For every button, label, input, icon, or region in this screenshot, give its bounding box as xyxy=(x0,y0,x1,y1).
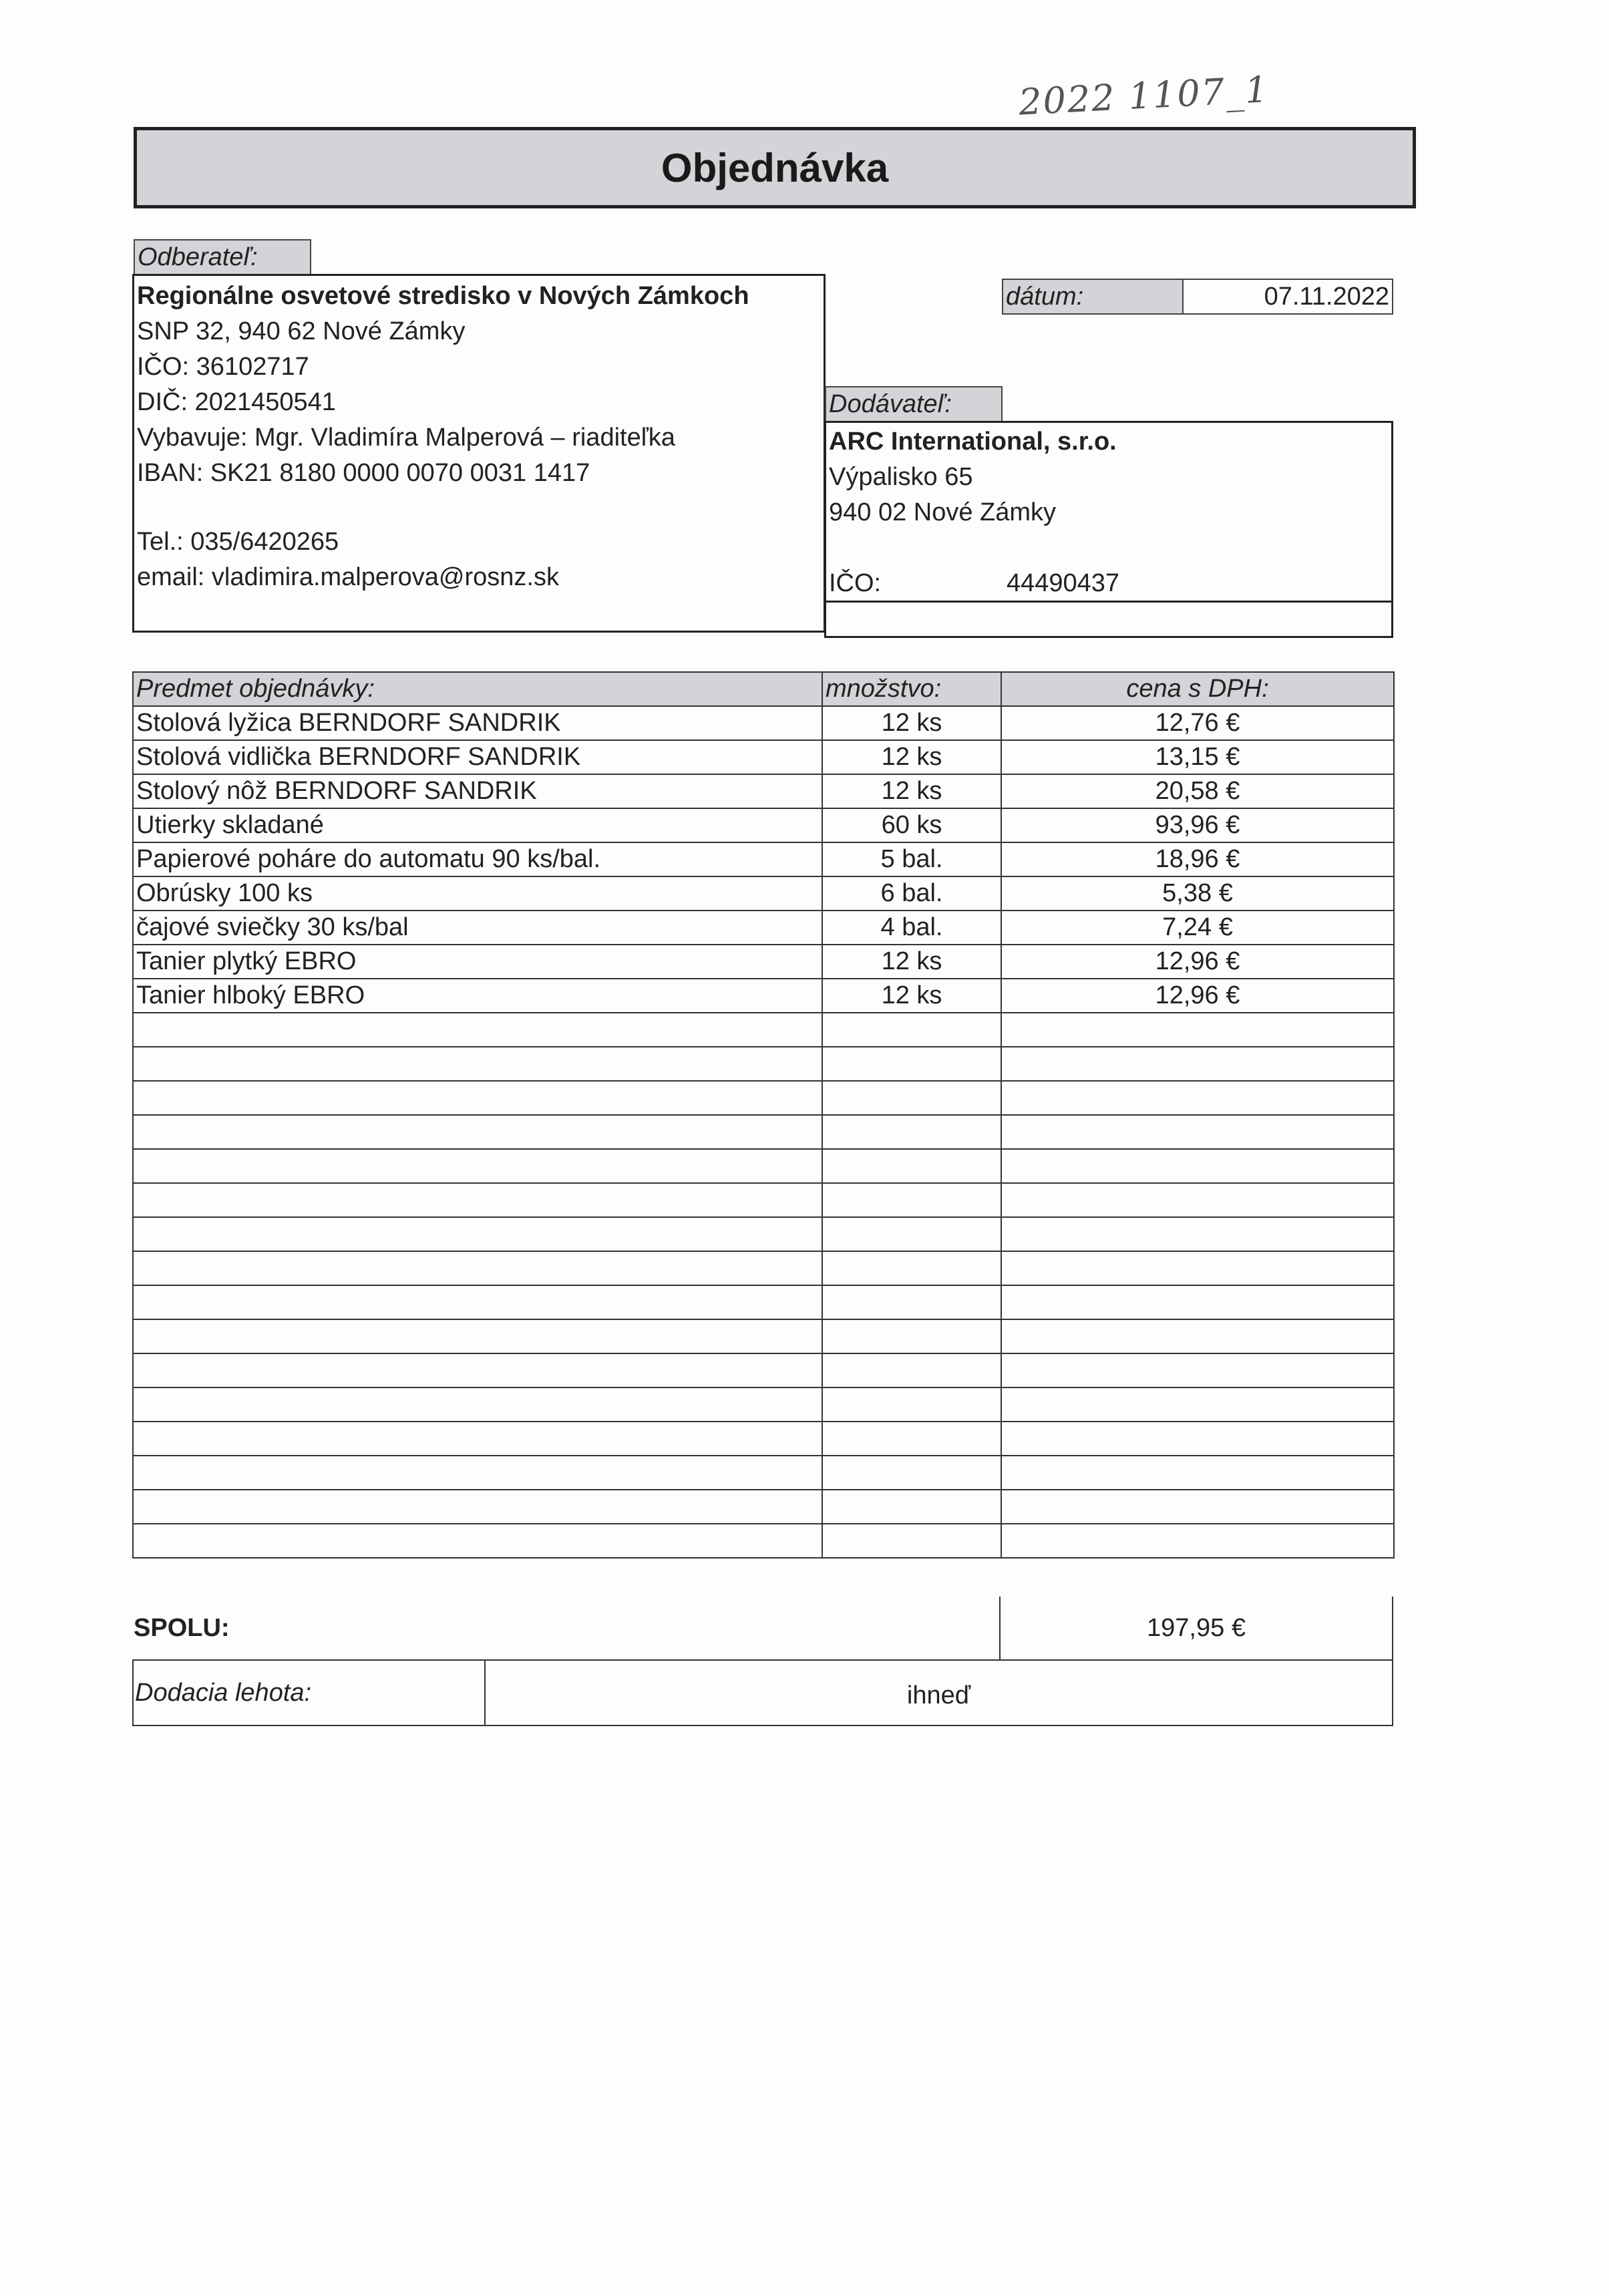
empty-cell xyxy=(133,1319,822,1353)
empty-cell xyxy=(822,1115,1001,1149)
item-quantity: 4 bal. xyxy=(822,911,1001,945)
item-name: Tanier hlboký EBRO xyxy=(133,979,822,1013)
items-table xyxy=(132,671,1395,1559)
empty-cell xyxy=(133,1285,822,1319)
empty-table-row xyxy=(133,1149,1394,1183)
item-price: 12,96 € xyxy=(1001,945,1394,979)
empty-cell xyxy=(133,1251,822,1285)
item-price: 13,15 € xyxy=(1001,740,1394,774)
item-quantity: 12 ks xyxy=(822,774,1001,808)
empty-table-row xyxy=(133,1353,1394,1387)
odberatel-ico: IČO: 36102717 xyxy=(137,353,309,381)
dodavatel-city: 940 02 Nové Zámky xyxy=(829,498,1057,526)
item-name: Papierové poháre do automatu 90 ks/bal. xyxy=(133,842,822,876)
item-price: 20,58 € xyxy=(1001,774,1394,808)
dodavatel-extra-row xyxy=(824,601,1393,638)
empty-cell xyxy=(133,1456,822,1490)
empty-cell xyxy=(1001,1149,1394,1183)
empty-cell xyxy=(1001,1319,1394,1353)
odberatel-address: SNP 32, 940 62 Nové Zámky xyxy=(137,317,466,345)
empty-cell xyxy=(1001,1115,1394,1149)
empty-cell xyxy=(133,1149,822,1183)
item-quantity: 60 ks xyxy=(822,808,1001,842)
empty-cell xyxy=(1001,1013,1394,1047)
table-row xyxy=(133,979,1394,1013)
header-quantity: množstvo: xyxy=(822,672,1001,706)
dodavatel-ico-row xyxy=(826,566,1391,601)
dodavatel-label: Dodávateľ: xyxy=(825,386,1003,422)
empty-cell xyxy=(133,1047,822,1081)
item-name: Obrúsky 100 ks xyxy=(133,876,822,911)
empty-cell xyxy=(1001,1387,1394,1422)
odberatel-contact-person: Vybavuje: Mgr. Vladimíra Malperová – riaditeľka xyxy=(137,424,675,452)
empty-cell xyxy=(822,1285,1001,1319)
empty-table-row xyxy=(133,1251,1394,1285)
empty-cell xyxy=(1001,1081,1394,1115)
empty-cell xyxy=(822,1353,1001,1387)
odberatel-dic: DIČ: 2021450541 xyxy=(137,388,336,416)
empty-cell xyxy=(822,1251,1001,1285)
table-row xyxy=(133,740,1394,774)
item-price: 12,76 € xyxy=(1001,706,1394,740)
odberatel-box xyxy=(132,274,826,633)
datum-label: dátum: xyxy=(1002,279,1184,315)
empty-cell xyxy=(133,1422,822,1456)
empty-cell xyxy=(822,1183,1001,1217)
table-row xyxy=(133,911,1394,945)
datum-value: 07.11.2022 xyxy=(1182,279,1393,315)
spacer xyxy=(134,491,824,524)
delivery-row xyxy=(132,1661,1393,1726)
empty-cell xyxy=(822,1319,1001,1353)
item-price: 5,38 € xyxy=(1001,876,1394,911)
empty-table-row xyxy=(133,1217,1394,1251)
dodavatel-street: Výpalisko 65 xyxy=(829,463,973,491)
table-row xyxy=(133,842,1394,876)
empty-table-row xyxy=(133,1047,1394,1081)
empty-cell xyxy=(1001,1217,1394,1251)
empty-cell xyxy=(822,1456,1001,1490)
table-header-row xyxy=(133,672,1394,706)
odberatel-label: Odberateľ: xyxy=(134,239,311,275)
odberatel-email: email: vladimira.malperova@rosnz.sk xyxy=(137,563,559,591)
empty-table-row xyxy=(133,1081,1394,1115)
empty-cell xyxy=(822,1081,1001,1115)
spacer xyxy=(826,530,1391,566)
empty-cell xyxy=(822,1013,1001,1047)
empty-cell xyxy=(1001,1183,1394,1217)
empty-table-row xyxy=(133,1456,1394,1490)
item-quantity: 12 ks xyxy=(822,945,1001,979)
page-title: Objednávka xyxy=(661,145,889,190)
empty-cell xyxy=(822,1524,1001,1558)
item-name: Stolová lyžica BERNDORF SANDRIK xyxy=(133,706,822,740)
empty-cell xyxy=(822,1387,1001,1422)
empty-cell xyxy=(1001,1285,1394,1319)
empty-cell xyxy=(1001,1422,1394,1456)
empty-cell xyxy=(822,1149,1001,1183)
empty-cell xyxy=(133,1490,822,1524)
empty-table-row xyxy=(133,1490,1394,1524)
table-row xyxy=(133,706,1394,740)
title-banner xyxy=(134,127,1416,208)
header-price: cena s DPH: xyxy=(1001,672,1394,706)
empty-cell xyxy=(133,1013,822,1047)
empty-cell xyxy=(822,1490,1001,1524)
empty-cell xyxy=(133,1524,822,1558)
empty-table-row xyxy=(133,1285,1394,1319)
empty-table-row xyxy=(133,1422,1394,1456)
header-item: Predmet objednávky: xyxy=(133,672,822,706)
delivery-value: ihneď xyxy=(906,1681,971,1709)
empty-table-row xyxy=(133,1524,1394,1558)
dodavatel-ico-label: IČO: xyxy=(829,569,882,597)
empty-cell xyxy=(133,1081,822,1115)
empty-table-row xyxy=(133,1319,1394,1353)
item-quantity: 6 bal. xyxy=(822,876,1001,911)
total-row xyxy=(132,1597,1393,1661)
item-name: Stolový nôž BERNDORF SANDRIK xyxy=(133,774,822,808)
empty-cell xyxy=(1001,1490,1394,1524)
item-name: Tanier plytký EBRO xyxy=(133,945,822,979)
item-quantity: 12 ks xyxy=(822,740,1001,774)
item-price: 93,96 € xyxy=(1001,808,1394,842)
empty-cell xyxy=(1001,1353,1394,1387)
empty-cell xyxy=(822,1422,1001,1456)
empty-table-row xyxy=(133,1387,1394,1422)
item-quantity: 5 bal. xyxy=(822,842,1001,876)
delivery-label: Dodacia lehota: xyxy=(134,1661,486,1725)
empty-cell xyxy=(822,1047,1001,1081)
item-quantity: 12 ks xyxy=(822,706,1001,740)
empty-cell xyxy=(1001,1251,1394,1285)
empty-table-row xyxy=(133,1183,1394,1217)
empty-cell xyxy=(1001,1047,1394,1081)
empty-table-row xyxy=(133,1115,1394,1149)
odberatel-name: Regionálne osvetové stredisko v Nových Zámkoch xyxy=(137,282,749,310)
item-price: 7,24 € xyxy=(1001,911,1394,945)
empty-cell xyxy=(133,1115,822,1149)
empty-cell xyxy=(822,1217,1001,1251)
empty-table-row xyxy=(133,1013,1394,1047)
total-value: 197,95 € xyxy=(999,1597,1393,1659)
item-price: 12,96 € xyxy=(1001,979,1394,1013)
empty-cell xyxy=(1001,1456,1394,1490)
table-row xyxy=(133,945,1394,979)
dodavatel-name: ARC International, s.r.o. xyxy=(829,428,1117,456)
empty-cell xyxy=(133,1387,822,1422)
empty-cell xyxy=(133,1353,822,1387)
handwritten-reference-number: 2022 1107_1 xyxy=(1017,68,1270,124)
odberatel-phone: Tel.: 035/6420265 xyxy=(137,528,339,556)
odberatel-iban: IBAN: SK21 8180 0000 0070 0031 1417 xyxy=(137,459,590,487)
item-name: čajové sviečky 30 ks/bal xyxy=(133,911,822,945)
table-row xyxy=(133,808,1394,842)
dodavatel-box xyxy=(824,421,1393,603)
empty-cell xyxy=(1001,1524,1394,1558)
item-price: 18,96 € xyxy=(1001,842,1394,876)
empty-cell xyxy=(133,1217,822,1251)
dodavatel-ico-value: 44490437 xyxy=(1007,569,1120,597)
item-quantity: 12 ks xyxy=(822,979,1001,1013)
total-label: SPOLU: xyxy=(134,1614,230,1642)
table-row xyxy=(133,876,1394,911)
table-row xyxy=(133,774,1394,808)
item-name: Stolová vidlička BERNDORF SANDRIK xyxy=(133,740,822,774)
empty-cell xyxy=(133,1183,822,1217)
item-name: Utierky skladané xyxy=(133,808,822,842)
